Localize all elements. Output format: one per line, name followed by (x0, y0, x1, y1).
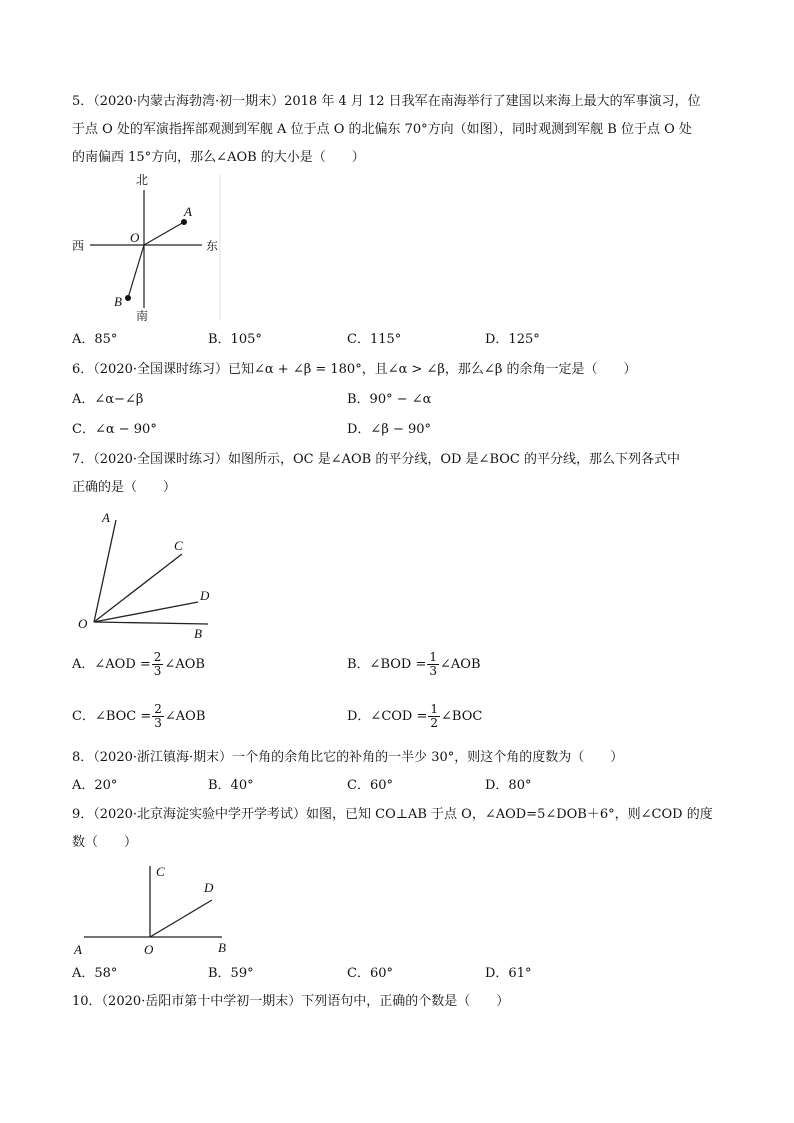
q8-option-b: B．40° (208, 778, 254, 793)
q7-option-a-num: 2 (153, 650, 162, 664)
q9-label-o: O (144, 942, 154, 957)
q9-option-b: B．59° (208, 966, 254, 981)
q5-label-east: 东 (206, 239, 219, 253)
q7-option-a-prefix: A．∠AOD = (72, 657, 151, 672)
q5-option-b: B．105° (208, 332, 262, 347)
q7-label-b: B (194, 626, 202, 641)
q5-label-a: A (184, 204, 192, 219)
q7-option-c-suffix: ∠AOB (164, 709, 206, 724)
q9-text-line1: 9．（2020·北京海淀实验中学开学考试）如图，已知 CO⊥AB 于点 O，∠AOD=5∠DOB＋6°，则∠COD 的度 (72, 807, 713, 822)
q5-label-b: B (114, 294, 122, 309)
q7-option-d-prefix: D．∠COD = (347, 709, 428, 724)
q9-ray-od (150, 900, 212, 937)
q5-compass-figure (70, 170, 230, 325)
q7-text-line1: 7．（2020·全国课时练习）如图所示，OC 是∠AOB 的平分线，OD 是∠BOC 的平分线，那么下列各式中 (72, 452, 680, 467)
q5-option-c: C．115° (347, 332, 402, 347)
q9-text-line2: 数（ ） (72, 835, 138, 850)
q7-label-d: D (200, 588, 210, 603)
q8-option-a: A．20° (72, 778, 118, 793)
q5-ray-oa (144, 222, 184, 245)
q5-label-o: O (130, 230, 140, 245)
q7-option-c-prefix: C．∠BOC = (72, 709, 152, 724)
q7-option-a-suffix: ∠AOB (164, 657, 205, 672)
q9-label-b: B (218, 940, 226, 955)
q6-option-c: C．∠α − 90° (72, 422, 157, 437)
q9-option-c: C．60° (347, 966, 393, 981)
q7-ray-oa (94, 520, 116, 622)
q7-option-c-fraction (152, 703, 164, 730)
q7-option-b-num: 1 (429, 650, 437, 664)
q6-text-line1: 6．（2020·全国课时练习）已知∠α + ∠β = 180°，且∠α > ∠β，那么∠β 的余角一定是（ ） (72, 362, 637, 377)
q7-option-c-num: 2 (154, 702, 162, 716)
q7-text-line2: 正确的是（ ） (72, 480, 177, 495)
q7-ray-oc (94, 554, 182, 622)
q5-text-line1: 5．（2020·内蒙古海勃湾·初一期末）2018 年 4 月 12 日我军在南海举行了建国以来海上最大的军事演习，位 (72, 94, 701, 109)
q7-option-d (347, 703, 482, 730)
q5-option-d: D．125° (485, 332, 540, 347)
q7-ray-ob (94, 622, 208, 624)
q9-label-a: A (74, 942, 82, 957)
q7-ray-od (94, 602, 198, 622)
q5-point-b (125, 295, 131, 301)
q8-option-c: C．60° (347, 778, 393, 793)
q9-label-d: D (204, 880, 214, 895)
q7-option-b-suffix: ∠AOB (440, 657, 481, 672)
q5-text-line3: 的南偏西 15°方向，那么∠AOB 的大小是（ ） (72, 150, 365, 165)
q7-option-d-den: 2 (430, 716, 439, 730)
q8-option-d: D．80° (485, 778, 532, 793)
q5-label-south: 南 (136, 309, 149, 323)
q9-option-d: D．61° (485, 966, 532, 981)
q7-angle-figure (72, 506, 222, 646)
q7-option-b-den: 3 (429, 664, 437, 678)
q7-option-b (347, 651, 481, 678)
q7-option-a (72, 651, 205, 678)
q9-perpendicular-figure (72, 858, 242, 958)
q7-option-d-num: 1 (430, 702, 439, 716)
q5-text-line2: 于点 O 处的军演指挥部观测到军舰 A 位于点 O 的北偏东 70°方向（如图），同时观测到军舰 B 位于点 O 处 (72, 122, 692, 137)
q5-label-north: 北 (136, 173, 149, 187)
q7-option-a-fraction (152, 651, 164, 678)
q10-text-line1: 10．（2020·岳阳市第十中学初一期末）下列语句中，正确的个数是（ ） (72, 994, 510, 1009)
q9-label-c: C (156, 864, 165, 879)
q5-label-west: 西 (72, 239, 85, 253)
q8-text-line1: 8．（2020·浙江镇海·期末）一个角的余角比它的补角的一半少 30°，则这个角的度数为（ ） (72, 750, 624, 765)
q7-option-b-fraction (427, 651, 439, 678)
q7-label-c: C (174, 538, 183, 553)
q6-option-a: A．∠α−∠β (72, 392, 144, 407)
q7-option-d-suffix: ∠BOC (441, 709, 483, 724)
q7-option-d-fraction (428, 703, 440, 730)
q7-option-a-den: 3 (153, 664, 162, 678)
q6-option-b: B．90° − ∠α (347, 392, 432, 407)
q9-option-a: A．58° (72, 966, 118, 981)
q7-label-a: A (102, 510, 110, 525)
q7-label-o: O (78, 616, 88, 631)
q6-option-d: D．∠β − 90° (347, 422, 432, 437)
q7-option-c-den: 3 (154, 716, 162, 730)
q5-ray-ob (128, 245, 144, 298)
q5-option-a: A．85° (72, 332, 118, 347)
q5-point-a (181, 219, 187, 225)
q7-option-b-prefix: B．∠BOD = (347, 657, 427, 672)
q7-option-c (72, 703, 205, 730)
